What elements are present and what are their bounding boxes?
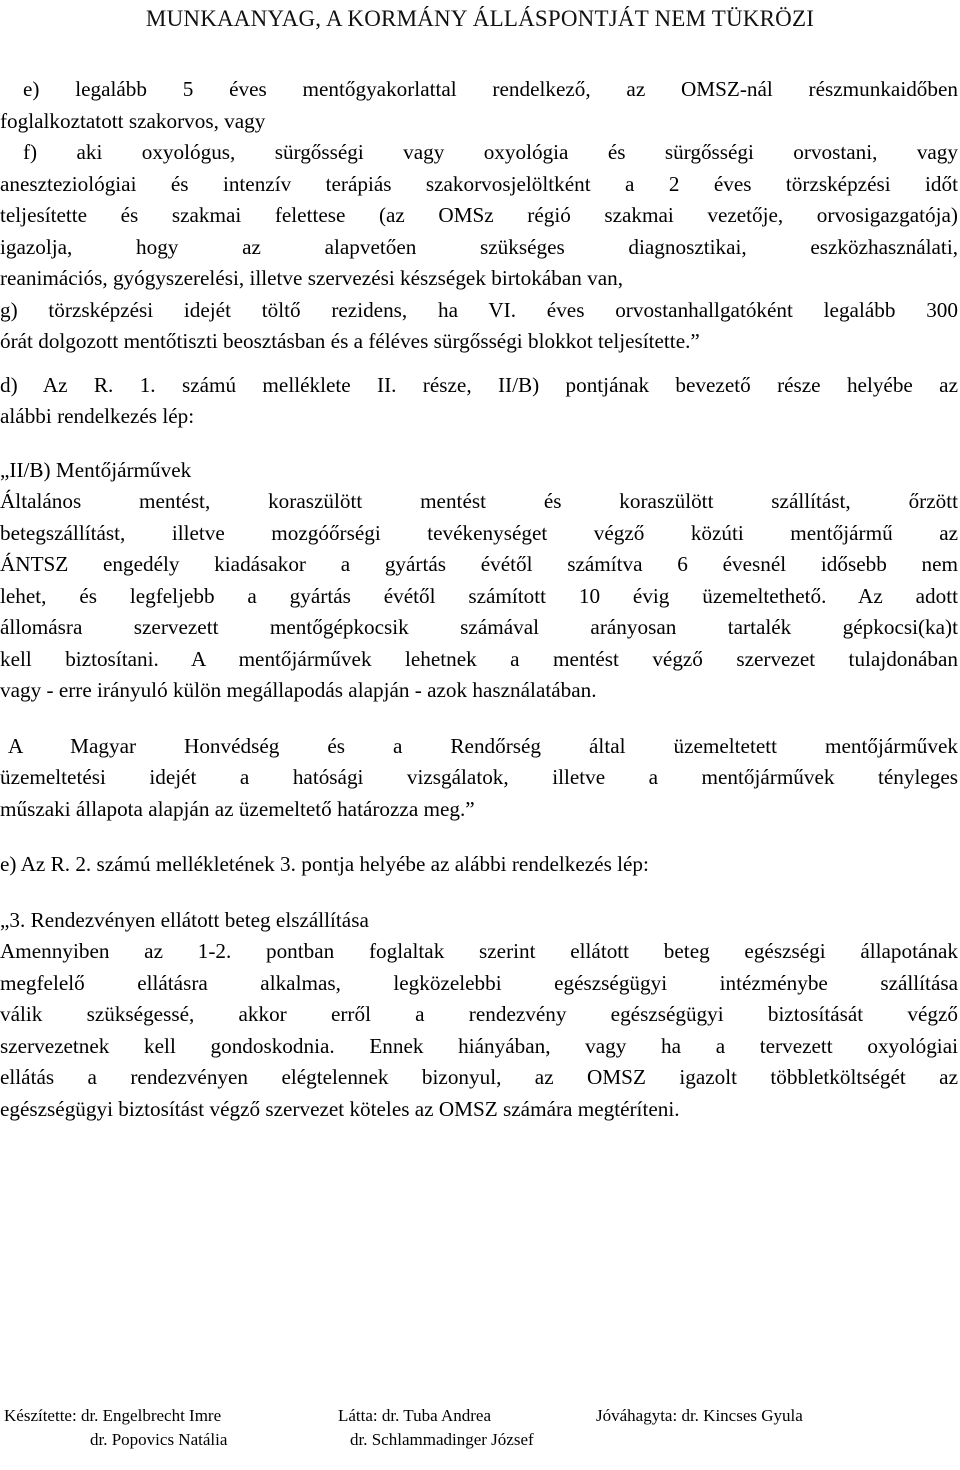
- footer-prepared-by: [4, 1404, 227, 1452]
- text-line: igazolja, hogy az alapvetően szükséges diagnosztikai, eszközhasználati,: [0, 234, 958, 259]
- watermark-header: MUNKAANYAG, A KORMÁNY ÁLLÁSPONTJÁT NEM TÜKRÖZI: [145, 6, 815, 31]
- paragraph-section-2b: [0, 486, 958, 707]
- text-line: Amennyiben az 1-2. pontban foglaltak szerint ellátott beteg egészségi állapotának: [0, 939, 958, 963]
- text-line: megfelelő ellátásra alkalmas, legközelebbi egészségügyi intézménybe szállítása: [0, 970, 958, 995]
- section-heading-2b: „II/B) Mentőjárművek: [0, 457, 192, 482]
- paragraph-item-e2: e) Az R. 2. számú mellékletének 3. pontja helyébe az alábbi rendelkezés lép:: [0, 852, 649, 876]
- text-line: ÁNTSZ engedély kiadásakor a gyártás évétől számítva 6 évesnél idősebb nem: [0, 552, 958, 576]
- text-line: ellátás a rendezvényen elégtelennek bizonyul, az OMSZ igazolt többletköltségét az: [0, 1065, 958, 1089]
- text-line: reanimációs, gyógyszerelési, illetve szervezési készségek birtokában van,: [0, 266, 624, 290]
- text-line: állomásra szervezett mentőgépkocsik számával arányosan tartalék gépkocsi(ka)t: [0, 615, 958, 639]
- paragraph-item-f: [0, 137, 958, 295]
- paragraph-item-g: [0, 295, 958, 358]
- text-line: egészségügyi biztosítást végző szervezet köteles az OMSZ számára megtéríteni.: [0, 1096, 680, 1121]
- text-line: szervezetnek kell gondoskodnia. Ennek hiányában, vagy ha a tervezett oxyológiai: [0, 1033, 958, 1058]
- text-line: A Magyar Honvédség és a Rendőrség által üzemeltetett mentőjárművek: [8, 733, 958, 758]
- text-line: foglalkoztatott szakorvos, vagy: [0, 108, 266, 133]
- footer-seen-by-line1: Látta: dr. Tuba Andrea: [338, 1406, 491, 1425]
- paragraph-honvedseg: [0, 731, 958, 826]
- text-line: órát dolgozott mentőtiszti beosztásban és a féléves sürgősségi blokkot teljesítette.”: [0, 329, 700, 353]
- text-line: lehet, és legfeljebb a gyártás évétől számított 10 évig üzemeltethető. Az adott: [0, 583, 958, 608]
- footer-prepared-by-line2: dr. Popovics Natália: [90, 1430, 228, 1449]
- text-line: vagy - erre irányuló külön megállapodás alapján - azok használatában.: [0, 678, 597, 702]
- footer-prepared-by-line1: Készítette: dr. Engelbrecht Imre: [4, 1406, 222, 1425]
- paragraph-item-e: [0, 74, 958, 137]
- text-line: d) Az R. 1. számú melléklete II. része, II/B) pontjának bevezető része helyébe az: [0, 372, 958, 397]
- text-line: betegszállítást, illetve mozgóőrségi tevékenységet végző közúti mentőjármű az: [0, 520, 958, 545]
- text-line: e) legalább 5 éves mentőgyakorlattal rendelkező, az OMSZ-nál részmunkaidőben: [23, 77, 958, 101]
- paragraph-section-3: [0, 936, 958, 1125]
- document-body: [0, 74, 958, 1125]
- text-line: teljesítette és szakmai felettese (az OMSz régió szakmai vezetője, orvosigazgatója): [0, 203, 958, 227]
- text-line: műszaki állapota alapján az üzemeltető határozza meg.”: [0, 796, 475, 821]
- footer-seen-by-line2: dr. Schlammadinger József: [350, 1430, 534, 1449]
- text-line: kell biztosítani. A mentőjárművek lehetnek a mentést végző szervezet tulajdonában: [0, 646, 958, 671]
- footer-approved-by: [596, 1404, 803, 1428]
- text-line: aneszteziológiai és intenzív terápiás szakorvosjelöltként a 2 éves törzsképzési időt: [0, 171, 958, 196]
- text-line: g) törzsképzési idejét töltő rezidens, ha VI. éves orvostanhallgatóként legalább 300: [0, 297, 958, 322]
- footer-approved-by-line1: Jóváhagyta: dr. Kincses Gyula: [596, 1406, 803, 1425]
- text-line: alábbi rendelkezés lép:: [0, 404, 195, 428]
- paragraph-item-d: [0, 370, 958, 433]
- text-line: üzemeltetési idejét a hatósági vizsgálatok, illetve a mentőjárművek tényleges: [0, 765, 958, 789]
- text-line: válik szükségessé, akkor erről a rendezvény egészségügyi biztosítását végző: [0, 1002, 958, 1026]
- text-line: Általános mentést, koraszülött mentést és koraszülött szállítást, őrzött: [0, 489, 958, 513]
- section-heading-3: „3. Rendezvényen ellátott beteg elszállítása: [0, 907, 369, 932]
- text-line: f) aki oxyológus, sürgősségi vagy oxyológia és sürgősségi orvostani, vagy: [23, 140, 958, 164]
- footer-seen-by: [338, 1404, 534, 1452]
